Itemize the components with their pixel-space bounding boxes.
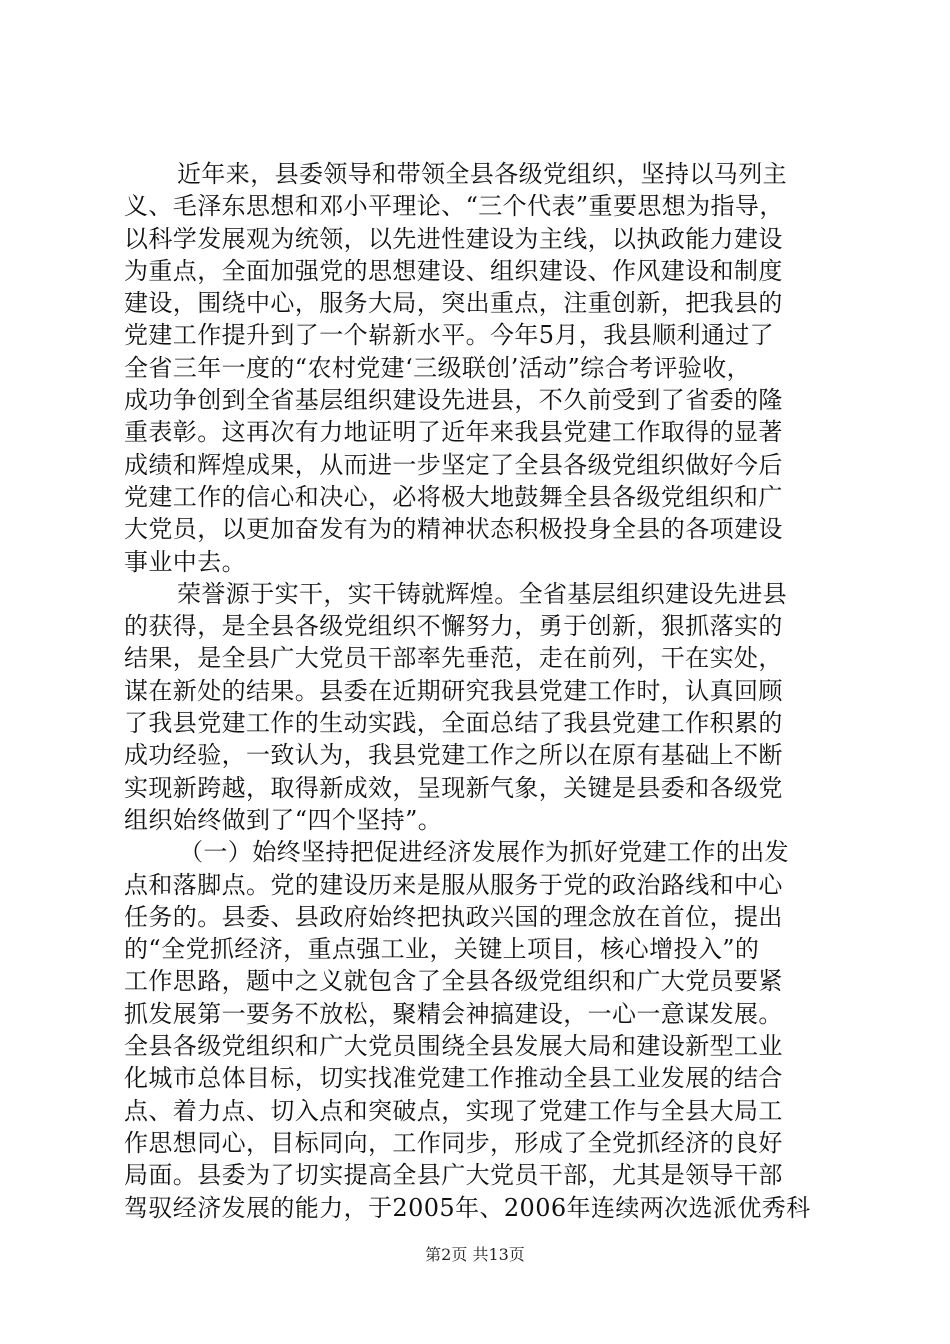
text-line: 荣誉源于实干，实干铸就辉煌。全省基层组织建设先进县	[177, 579, 787, 608]
text-line: 抓发展第一要务不放松，聚精会神搞建设，一心一意谋发展。	[124, 999, 783, 1028]
text-line: 党建工作的信心和决心，必将极大地鼓舞全县各级党组织和广	[124, 482, 783, 511]
text-line: 谋在新处的结果。县委在近期研究我县党建工作时，认真回顾	[124, 676, 783, 705]
text-line: 点、着力点、切入点和突破点，实现了党建工作与全县大局工	[124, 1096, 783, 1125]
text-line: 工作思路，题中之义就包含了全县各级党组织和广大党员要紧	[124, 967, 783, 996]
text-line: 为重点，全面加强党的思想建设、组织建设、作风建设和制度	[124, 256, 783, 285]
text-line: 组织始终做到了“四个坚持”。	[124, 805, 443, 834]
text-line: 局面。县委为了切实提高全县广大党员干部，尤其是领导干部	[124, 1161, 783, 1190]
page-footer	[0, 1244, 950, 1266]
text-line: 全省三年一度的“农村党建‘三级联创’活动”综合考评验收，	[124, 353, 751, 382]
text-line: 重表彰。这再次有力地证明了近年来我县党建工作取得的显著	[124, 418, 783, 447]
text-line: 成功争创到全省基层组织建设先进县，不久前受到了省委的隆	[124, 386, 783, 415]
text-line: 实现新跨越，取得新成效，呈现新气象，关键是县委和各级党	[124, 773, 783, 802]
text-line: 点和落脚点。党的建设历来是服从服务于党的政治路线和中心	[124, 870, 783, 899]
text-line: 了我县党建工作的生动实践，全面总结了我县党建工作积累的	[124, 709, 783, 738]
text-line: 任务的。县委、县政府始终把执政兴国的理念放在首位，提出	[124, 902, 783, 931]
document-body	[124, 158, 824, 1224]
text-line: 近年来，县委领导和带领全县各级党组织，坚持以马列主	[177, 160, 787, 188]
text-line: 的获得，是全县各级党组织不懈努力，勇于创新，狠抓落实的	[124, 612, 783, 641]
text-line: 结果，是全县广大党员干部率先垂范，走在前列，干在实处，	[124, 644, 783, 673]
text-line: （一）始终坚持把促进经济发展作为抓好党建工作的出发	[179, 838, 789, 867]
text-line: 义、毛泽东思想和邓小平理论、“三个代表”重要思想为指导，	[124, 192, 784, 221]
text-line: 作思想同心，目标同向，工作同步，形成了全党抓经济的良好	[124, 1128, 783, 1157]
text-line: 成功经验，一致认为，我县党建工作之所以在原有基础上不断	[124, 741, 783, 770]
text-line: 党建工作提升到了一个崭新水平。今年5月，我县顺利通过了	[124, 321, 775, 350]
page-number-label: 第2页 共13页	[425, 1245, 525, 1264]
text-line: 的“全党抓经济，重点强工业，关键上项目，核心增投入”的	[124, 935, 760, 964]
text-line: 事业中去。	[124, 547, 246, 576]
text-line: 建设，围绕中心，服务大局，突出重点，注重创新，把我县的	[124, 289, 783, 318]
text-line: 大党员，以更加奋发有为的精神状态积极投身全县的各项建设	[124, 515, 783, 544]
text-line: 成绩和辉煌成果，从而进一步坚定了全县各级党组织做好今后	[124, 450, 783, 479]
text-line: 化城市总体目标，切实找准党建工作推动全县工业发展的结合	[124, 1064, 783, 1093]
text-line: 全县各级党组织和广大党员围绕全县发展大局和建设新型工业	[124, 1032, 783, 1061]
text-line: 驾驭经济发展的能力，于2005年、2006年连续两次选派优秀科	[124, 1193, 811, 1222]
text-line: 以科学发展观为统领，以先进性建设为主线，以执政能力建设	[124, 224, 783, 253]
